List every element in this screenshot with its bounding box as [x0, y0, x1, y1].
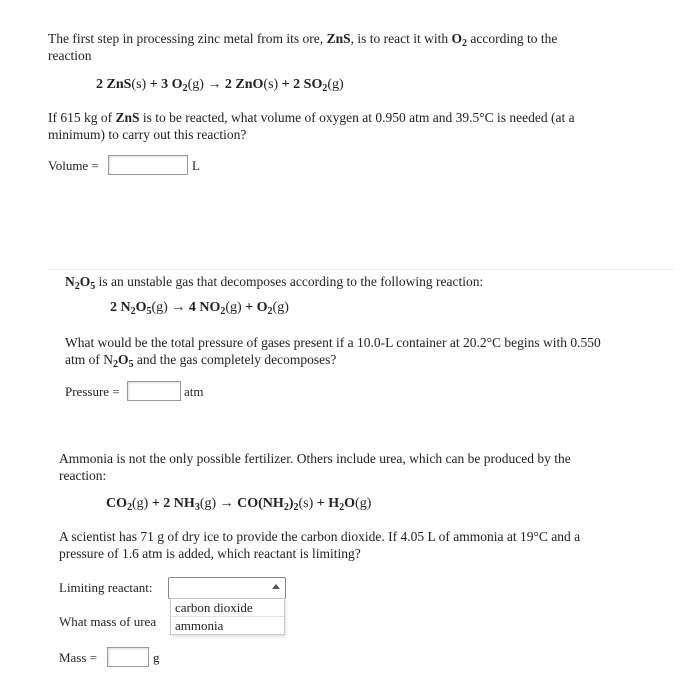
q1-intro-mid: , is to react it with — [350, 31, 452, 46]
limiting-reactant-options — [170, 598, 285, 635]
eq-phase: (g) — [132, 496, 149, 511]
q2-equation — [110, 300, 289, 316]
option-ammonia[interactable]: ammonia — [175, 618, 224, 633]
q1-intro — [48, 30, 668, 64]
eq-phase: (s) — [298, 496, 314, 511]
eq-sub: 2 — [293, 502, 299, 513]
eq-phase: (s) — [131, 77, 147, 92]
eq-sub: 2 — [220, 306, 226, 317]
q2-question-line1: What would be the total pressure of gases present if a 10.0-L container at 20.2°C begins with 0.550 — [65, 335, 601, 350]
eq-arrow: → 2 ZnO — [203, 77, 264, 92]
eq-phase: (g) — [272, 300, 289, 315]
eq-term: O — [135, 300, 147, 315]
eq-term: CO — [106, 496, 127, 511]
q2-question-line2-b: and the gas completely decomposes? — [133, 352, 337, 367]
volume-input[interactable] — [108, 155, 188, 175]
q3-intro-line2: reaction: — [59, 468, 107, 483]
q3-question-line2: pressure of 1.6 atm is added, which reactant is limiting? — [59, 546, 361, 561]
eq-sub: 5 — [146, 306, 152, 317]
eq-phase: (g) — [151, 300, 168, 315]
eq-sub: 2 — [182, 83, 188, 94]
eq-phase: (g) — [199, 496, 217, 511]
q1-intro-text: The first step in processing zinc metal from its ore, — [48, 31, 327, 46]
q2-pressure-label: Pressure = — [65, 384, 120, 399]
eq-sub: 2 — [127, 502, 132, 513]
eq-arrow: → CO(NH — [216, 496, 284, 511]
q2-formula-sub: 2 — [74, 281, 80, 292]
q3-intro-line1: Ammonia is not the only possible fertilizer. Others include urea, which can be produced by the — [59, 451, 571, 466]
eq-term: 2 ZnS — [96, 77, 132, 92]
q2-unit: atm — [184, 384, 204, 399]
eq-sub: 3 — [194, 502, 200, 513]
q2-intro — [65, 273, 675, 290]
eq-sub: 2 — [283, 502, 289, 513]
q2-formula-sub: 2 — [113, 359, 118, 370]
eq-arrow: → 4 NO — [167, 300, 221, 315]
q1-equation — [96, 77, 344, 93]
eq-term: ) — [288, 496, 294, 511]
eq-term: + O — [241, 300, 268, 315]
q1-question — [48, 109, 673, 143]
q3-question — [59, 528, 679, 562]
eq-sub: 2 — [339, 502, 345, 513]
q1-question-formula: ZnS — [115, 110, 140, 125]
pressure-input[interactable] — [127, 381, 181, 401]
q1-ore-formula: ZnS — [326, 31, 351, 46]
eq-term: O — [344, 496, 356, 511]
chevron-up-icon — [272, 584, 280, 589]
eq-phase: (s) — [263, 77, 279, 92]
q2-formula-sub: 5 — [128, 359, 134, 370]
eq-term: + 2 SO — [278, 77, 323, 92]
q2-formula-o: O — [118, 352, 129, 367]
q1-question-text: If 615 kg of — [48, 110, 116, 125]
q3-question-line1: A scientist has 71 g of dry ice to provide the carbon dioxide. If 4.05 L of ammonia at 19°C and a — [59, 529, 581, 544]
limiting-reactant-select[interactable] — [168, 577, 286, 599]
eq-term: + 3 O — [146, 77, 183, 92]
eq-term: 2 N — [110, 300, 131, 315]
eq-term: + H — [313, 496, 340, 511]
mass-input[interactable] — [107, 647, 149, 667]
q2-question-line2: atm of N — [65, 352, 113, 367]
eq-sub: 2 — [267, 306, 273, 317]
q3-equation — [106, 496, 371, 512]
q2-formula-n: N — [65, 274, 75, 289]
q3-intro — [59, 450, 674, 484]
q1-intro-line2: reaction — [48, 48, 92, 63]
q3-mass-unit: g — [153, 650, 160, 665]
q3-mass-label: Mass = — [59, 650, 98, 665]
q2-formula-sub: 5 — [90, 281, 96, 292]
eq-phase: (g) — [187, 77, 204, 92]
eq-sub: 2 — [130, 306, 136, 317]
q3-limiting-label: Limiting reactant: — [59, 580, 153, 595]
q2-intro-text: is an unstable gas that decomposes according to the following reaction: — [95, 274, 484, 289]
q1-unit: L — [192, 158, 200, 173]
eq-term: + 2 NH — [148, 496, 195, 511]
eq-sub: 2 — [322, 83, 328, 94]
eq-phase: (g) — [355, 496, 372, 511]
q1-o2-formula: O — [451, 31, 462, 46]
q2-formula-o: O — [79, 274, 91, 289]
q1-question-line2: minimum) to carry out this reaction? — [48, 127, 247, 142]
option-carbon-dioxide[interactable]: carbon dioxide — [171, 599, 284, 617]
q1-volume-label: Volume = — [48, 158, 99, 173]
eq-phase: (g) — [225, 300, 242, 315]
section-divider — [48, 269, 674, 270]
q1-intro-end: according to the — [466, 31, 558, 46]
q1-question-text-b: is to be reacted, what volume of oxygen at 0.950 atm and 39.5°C is needed (at a — [139, 110, 575, 125]
q3-mass-question: What mass of urea — [59, 614, 157, 629]
q1-o2-sub: 2 — [461, 38, 467, 49]
eq-phase: (g) — [327, 77, 344, 92]
q2-question — [65, 334, 677, 368]
